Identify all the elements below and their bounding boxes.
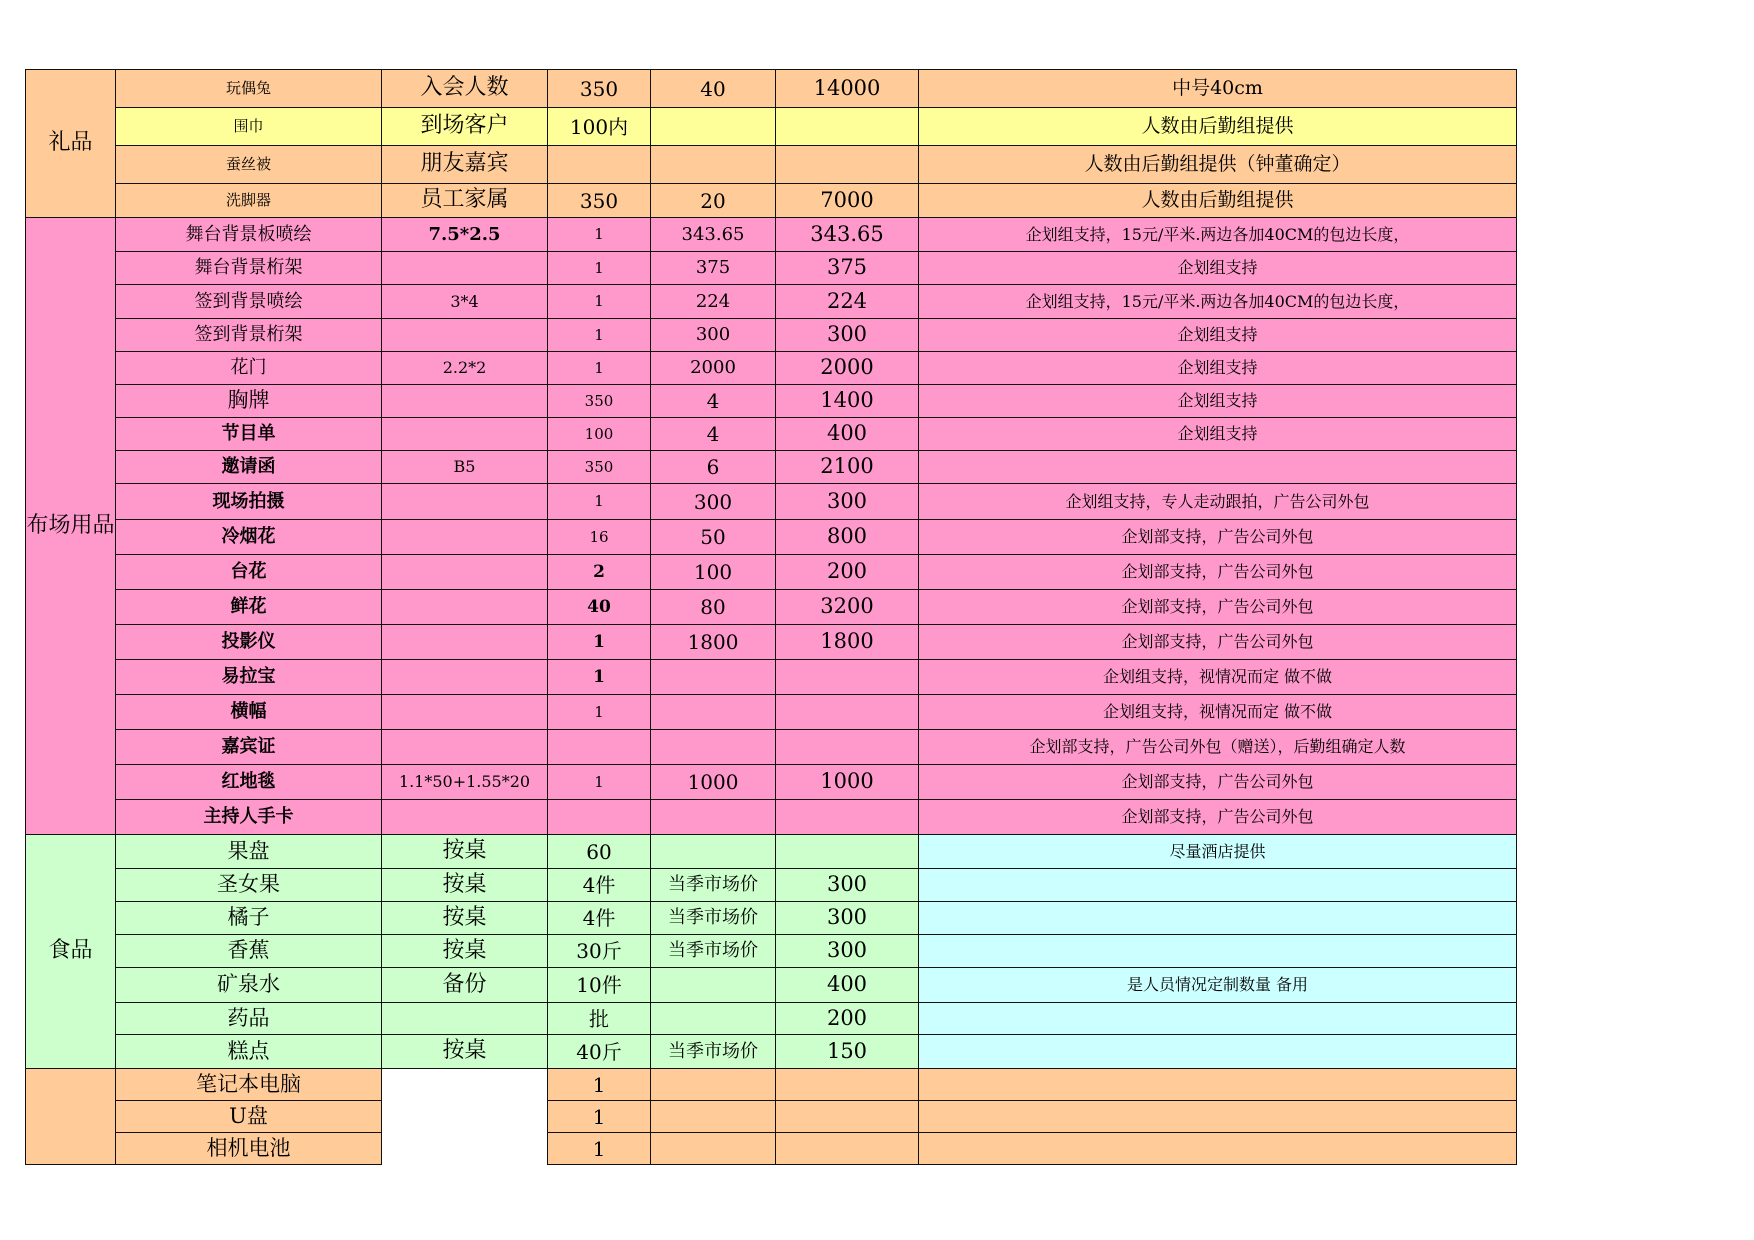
total-cell[interactable]: 800 bbox=[776, 520, 919, 555]
spec-cell[interactable]: 按桌 bbox=[382, 1035, 548, 1069]
table-row bbox=[26, 835, 1517, 869]
item-cell[interactable]: 舞台背景板喷绘 bbox=[116, 218, 382, 252]
note-cell[interactable]: 企划组支持，15元/平米.两边各加40CM的包边长度， bbox=[919, 285, 1517, 319]
price-cell[interactable] bbox=[651, 695, 776, 730]
total-cell[interactable] bbox=[776, 835, 919, 869]
price-cell[interactable]: 40 bbox=[651, 70, 776, 108]
total-cell[interactable]: 300 bbox=[776, 902, 919, 935]
price-cell[interactable]: 当季市场价 bbox=[651, 1035, 776, 1069]
total-cell[interactable]: 2100 bbox=[776, 451, 919, 484]
spec-cell[interactable]: 按桌 bbox=[382, 935, 548, 968]
note-cell[interactable] bbox=[919, 451, 1517, 484]
spec-cell[interactable] bbox=[382, 625, 548, 660]
price-cell[interactable] bbox=[651, 800, 776, 835]
price-cell[interactable]: 1000 bbox=[651, 765, 776, 800]
total-cell[interactable] bbox=[776, 660, 919, 695]
total-cell[interactable]: 343.65 bbox=[776, 218, 919, 252]
total-cell[interactable] bbox=[776, 800, 919, 835]
table-row bbox=[26, 730, 1517, 765]
qty-cell[interactable]: 40斤 bbox=[548, 1035, 651, 1069]
item-cell[interactable]: 投影仪 bbox=[116, 625, 382, 660]
total-cell[interactable]: 1400 bbox=[776, 385, 919, 418]
total-cell[interactable] bbox=[776, 1069, 919, 1101]
note-cell[interactable]: 企划组支持，15元/平米.两边各加40CM的包边长度， bbox=[919, 218, 1517, 252]
table-row bbox=[26, 146, 1517, 184]
table-row bbox=[26, 1035, 1517, 1069]
table-row bbox=[26, 108, 1517, 146]
price-cell[interactable]: 300 bbox=[651, 484, 776, 520]
item-cell[interactable]: 节目单 bbox=[116, 418, 382, 451]
spec-cell[interactable] bbox=[382, 1003, 548, 1035]
qty-cell[interactable] bbox=[548, 146, 651, 184]
spec-cell[interactable]: 7.5*2.5 bbox=[382, 218, 548, 252]
total-cell[interactable]: 14000 bbox=[776, 70, 919, 108]
total-cell[interactable]: 3200 bbox=[776, 590, 919, 625]
price-cell[interactable]: 当季市场价 bbox=[651, 869, 776, 902]
table-row bbox=[26, 555, 1517, 590]
price-cell[interactable]: 224 bbox=[651, 285, 776, 319]
price-cell[interactable] bbox=[651, 108, 776, 146]
note-cell[interactable]: 企划组支持，视情况而定 做不做 bbox=[919, 660, 1517, 695]
spec-cell[interactable]: 3*4 bbox=[382, 285, 548, 319]
table-row bbox=[26, 1133, 1517, 1165]
price-cell[interactable] bbox=[651, 968, 776, 1003]
item-cell[interactable]: 嘉宾证 bbox=[116, 730, 382, 765]
price-cell[interactable] bbox=[651, 1069, 776, 1101]
table-row bbox=[26, 70, 1517, 108]
total-cell[interactable]: 400 bbox=[776, 968, 919, 1003]
category-gifts: 礼品 bbox=[26, 70, 116, 218]
total-cell[interactable] bbox=[776, 146, 919, 184]
spec-cell[interactable] bbox=[382, 660, 548, 695]
item-cell[interactable]: 冷烟花 bbox=[116, 520, 382, 555]
item-cell[interactable]: 相机电池 bbox=[116, 1133, 382, 1165]
table-row bbox=[26, 520, 1517, 555]
price-cell[interactable] bbox=[651, 1003, 776, 1035]
spec-cell[interactable]: 1.1*50+1.55*20 bbox=[382, 765, 548, 800]
table-row bbox=[26, 1101, 1517, 1133]
item-cell[interactable]: 圣女果 bbox=[116, 869, 382, 902]
price-cell[interactable]: 6 bbox=[651, 451, 776, 484]
price-cell[interactable]: 当季市场价 bbox=[651, 902, 776, 935]
note-cell[interactable]: 企划组支持，视情况而定 做不做 bbox=[919, 695, 1517, 730]
note-cell[interactable] bbox=[919, 1069, 1517, 1101]
note-cell[interactable]: 人数由后勤组提供 bbox=[919, 184, 1517, 218]
table-row bbox=[26, 451, 1517, 484]
qty-cell[interactable]: 16 bbox=[548, 520, 651, 555]
item-cell[interactable]: 糕点 bbox=[116, 1035, 382, 1069]
total-cell[interactable]: 1800 bbox=[776, 625, 919, 660]
table-row bbox=[26, 285, 1517, 319]
event-budget-table bbox=[25, 69, 1517, 1165]
note-cell[interactable] bbox=[919, 1101, 1517, 1133]
total-cell[interactable] bbox=[776, 695, 919, 730]
price-cell[interactable]: 2000 bbox=[651, 352, 776, 385]
total-cell[interactable]: 200 bbox=[776, 555, 919, 590]
note-cell[interactable]: 企划部支持，广告公司外包 bbox=[919, 800, 1517, 835]
price-cell[interactable]: 1800 bbox=[651, 625, 776, 660]
spec-cell[interactable]: 按桌 bbox=[382, 835, 548, 869]
qty-cell[interactable]: 1 bbox=[548, 625, 651, 660]
total-cell[interactable]: 1000 bbox=[776, 765, 919, 800]
qty-cell[interactable]: 1 bbox=[548, 285, 651, 319]
total-cell[interactable]: 2000 bbox=[776, 352, 919, 385]
item-cell[interactable]: 红地毯 bbox=[116, 765, 382, 800]
total-cell[interactable]: 300 bbox=[776, 319, 919, 352]
qty-cell[interactable]: 4件 bbox=[548, 902, 651, 935]
price-cell[interactable]: 4 bbox=[651, 418, 776, 451]
note-cell[interactable] bbox=[919, 869, 1517, 902]
qty-cell[interactable]: 2 bbox=[548, 555, 651, 590]
item-cell[interactable]: 花门 bbox=[116, 352, 382, 385]
item-cell[interactable]: 签到背景桁架 bbox=[116, 319, 382, 352]
note-cell[interactable] bbox=[919, 935, 1517, 968]
qty-cell[interactable]: 1 bbox=[548, 319, 651, 352]
total-cell[interactable] bbox=[776, 108, 919, 146]
table-row bbox=[26, 695, 1517, 730]
category-venue: 布场用品 bbox=[26, 218, 116, 835]
table-row bbox=[26, 625, 1517, 660]
item-cell[interactable]: 围巾 bbox=[116, 108, 382, 146]
category-equipment bbox=[26, 1069, 116, 1165]
spec-cell[interactable]: 朋友嘉宾 bbox=[382, 146, 548, 184]
qty-cell[interactable]: 1 bbox=[548, 352, 651, 385]
qty-cell[interactable]: 1 bbox=[548, 484, 651, 520]
spec-cell[interactable]: 2.2*2 bbox=[382, 352, 548, 385]
qty-cell[interactable]: 30斤 bbox=[548, 935, 651, 968]
note-cell[interactable]: 人数由后勤组提供 bbox=[919, 108, 1517, 146]
price-cell[interactable]: 375 bbox=[651, 252, 776, 285]
qty-cell[interactable]: 100内 bbox=[548, 108, 651, 146]
total-cell[interactable] bbox=[776, 1133, 919, 1165]
qty-cell[interactable]: 1 bbox=[548, 1133, 651, 1165]
total-cell[interactable]: 375 bbox=[776, 252, 919, 285]
table-row bbox=[26, 252, 1517, 285]
spec-cell[interactable]: 入会人数 bbox=[382, 70, 548, 108]
total-cell[interactable]: 300 bbox=[776, 484, 919, 520]
total-cell[interactable]: 7000 bbox=[776, 184, 919, 218]
qty-cell[interactable] bbox=[548, 800, 651, 835]
qty-cell[interactable]: 40 bbox=[548, 590, 651, 625]
price-cell[interactable]: 20 bbox=[651, 184, 776, 218]
table-row bbox=[26, 1069, 1517, 1101]
qty-cell[interactable]: 1 bbox=[548, 1069, 651, 1101]
note-cell[interactable] bbox=[919, 1133, 1517, 1165]
spec-cell[interactable]: 员工家属 bbox=[382, 184, 548, 218]
item-cell[interactable]: 邀请函 bbox=[116, 451, 382, 484]
note-cell[interactable]: 企划组支持，专人走动跟拍，广告公司外包 bbox=[919, 484, 1517, 520]
total-cell[interactable]: 300 bbox=[776, 869, 919, 902]
table-row bbox=[26, 935, 1517, 968]
table-row bbox=[26, 484, 1517, 520]
spec-cell[interactable] bbox=[382, 385, 548, 418]
item-cell[interactable]: 橘子 bbox=[116, 902, 382, 935]
spec-cell[interactable] bbox=[382, 520, 548, 555]
note-cell[interactable]: 企划组支持 bbox=[919, 252, 1517, 285]
spec-cell[interactable] bbox=[382, 418, 548, 451]
spec-cell[interactable]: 按桌 bbox=[382, 869, 548, 902]
note-cell[interactable]: 企划组支持 bbox=[919, 319, 1517, 352]
note-cell[interactable]: 企划组支持 bbox=[919, 418, 1517, 451]
qty-cell[interactable]: 10件 bbox=[548, 968, 651, 1003]
table-row bbox=[26, 385, 1517, 418]
item-cell[interactable]: 香蕉 bbox=[116, 935, 382, 968]
table-row bbox=[26, 352, 1517, 385]
price-cell[interactable]: 当季市场价 bbox=[651, 935, 776, 968]
spec-cell[interactable] bbox=[382, 319, 548, 352]
item-cell[interactable]: 易拉宝 bbox=[116, 660, 382, 695]
table-row bbox=[26, 218, 1517, 252]
note-cell[interactable]: 企划部支持，广告公司外包（赠送），后勤组确定人数 bbox=[919, 730, 1517, 765]
price-cell[interactable] bbox=[651, 1133, 776, 1165]
qty-cell[interactable]: 1 bbox=[548, 1101, 651, 1133]
item-cell[interactable]: 主持人手卡 bbox=[116, 800, 382, 835]
price-cell[interactable]: 343.65 bbox=[651, 218, 776, 252]
price-cell[interactable]: 4 bbox=[651, 385, 776, 418]
note-cell[interactable]: 企划部支持，广告公司外包 bbox=[919, 590, 1517, 625]
table-row bbox=[26, 800, 1517, 835]
item-cell[interactable]: 鲜花 bbox=[116, 590, 382, 625]
price-cell[interactable]: 100 bbox=[651, 555, 776, 590]
note-cell[interactable] bbox=[919, 1003, 1517, 1035]
budget-table-container bbox=[25, 69, 1517, 1165]
qty-cell[interactable]: 1 bbox=[548, 660, 651, 695]
spec-cell[interactable] bbox=[382, 730, 548, 765]
item-cell[interactable]: 台花 bbox=[116, 555, 382, 590]
total-cell[interactable] bbox=[776, 1101, 919, 1133]
price-cell[interactable]: 80 bbox=[651, 590, 776, 625]
qty-cell[interactable]: 1 bbox=[548, 695, 651, 730]
table-row bbox=[26, 968, 1517, 1003]
spec-cell[interactable] bbox=[382, 590, 548, 625]
spec-cell-blank[interactable] bbox=[382, 1069, 548, 1165]
item-cell[interactable]: 舞台背景桁架 bbox=[116, 252, 382, 285]
qty-cell[interactable]: 4件 bbox=[548, 869, 651, 902]
table-row bbox=[26, 1003, 1517, 1035]
qty-cell[interactable]: 100 bbox=[548, 418, 651, 451]
note-cell[interactable] bbox=[919, 902, 1517, 935]
table-row bbox=[26, 590, 1517, 625]
spec-cell[interactable]: 按桌 bbox=[382, 902, 548, 935]
note-cell[interactable]: 企划部支持，广告公司外包 bbox=[919, 520, 1517, 555]
qty-cell[interactable] bbox=[548, 730, 651, 765]
item-cell[interactable]: 药品 bbox=[116, 1003, 382, 1035]
spec-cell[interactable] bbox=[382, 695, 548, 730]
total-cell[interactable]: 224 bbox=[776, 285, 919, 319]
qty-cell[interactable]: 1 bbox=[548, 218, 651, 252]
spec-cell[interactable] bbox=[382, 252, 548, 285]
price-cell[interactable] bbox=[651, 835, 776, 869]
item-cell[interactable]: U盘 bbox=[116, 1101, 382, 1133]
price-cell[interactable] bbox=[651, 146, 776, 184]
note-cell[interactable]: 企划组支持 bbox=[919, 352, 1517, 385]
qty-cell[interactable]: 350 bbox=[548, 184, 651, 218]
note-cell[interactable]: 企划组支持 bbox=[919, 385, 1517, 418]
note-cell[interactable]: 尽量酒店提供 bbox=[919, 835, 1517, 869]
spec-cell[interactable]: B5 bbox=[382, 451, 548, 484]
spec-cell[interactable] bbox=[382, 800, 548, 835]
table-row bbox=[26, 765, 1517, 800]
total-cell[interactable]: 400 bbox=[776, 418, 919, 451]
spec-cell[interactable] bbox=[382, 484, 548, 520]
spec-cell[interactable]: 备份 bbox=[382, 968, 548, 1003]
price-cell[interactable]: 50 bbox=[651, 520, 776, 555]
price-cell[interactable]: 300 bbox=[651, 319, 776, 352]
qty-cell[interactable]: 350 bbox=[548, 70, 651, 108]
item-cell[interactable]: 果盘 bbox=[116, 835, 382, 869]
qty-cell[interactable]: 1 bbox=[548, 252, 651, 285]
note-cell[interactable]: 企划部支持，广告公司外包 bbox=[919, 625, 1517, 660]
price-cell[interactable] bbox=[651, 1101, 776, 1133]
total-cell[interactable] bbox=[776, 730, 919, 765]
qty-cell[interactable]: 350 bbox=[548, 385, 651, 418]
item-cell[interactable]: 蚕丝被 bbox=[116, 146, 382, 184]
note-cell[interactable]: 企划部支持，广告公司外包 bbox=[919, 555, 1517, 590]
table-row bbox=[26, 869, 1517, 902]
item-cell[interactable]: 胸牌 bbox=[116, 385, 382, 418]
table-row bbox=[26, 184, 1517, 218]
category-food: 食品 bbox=[26, 835, 116, 1069]
price-cell[interactable] bbox=[651, 660, 776, 695]
item-cell[interactable]: 玩偶兔 bbox=[116, 70, 382, 108]
qty-cell[interactable]: 60 bbox=[548, 835, 651, 869]
note-cell[interactable] bbox=[919, 1035, 1517, 1069]
total-cell[interactable]: 300 bbox=[776, 935, 919, 968]
spec-cell[interactable] bbox=[382, 555, 548, 590]
note-cell[interactable]: 中号40cm bbox=[919, 70, 1517, 108]
table-row bbox=[26, 902, 1517, 935]
table-row bbox=[26, 418, 1517, 451]
item-cell[interactable]: 现场拍摄 bbox=[116, 484, 382, 520]
table-row bbox=[26, 660, 1517, 695]
qty-cell[interactable]: 350 bbox=[548, 451, 651, 484]
price-cell[interactable] bbox=[651, 730, 776, 765]
qty-cell[interactable]: 1 bbox=[548, 765, 651, 800]
table-row bbox=[26, 319, 1517, 352]
qty-cell[interactable]: 批 bbox=[548, 1003, 651, 1035]
item-cell[interactable]: 矿泉水 bbox=[116, 968, 382, 1003]
item-cell[interactable]: 洗脚器 bbox=[116, 184, 382, 218]
note-cell[interactable]: 企划部支持，广告公司外包 bbox=[919, 765, 1517, 800]
item-cell[interactable]: 笔记本电脑 bbox=[116, 1069, 382, 1101]
total-cell[interactable]: 150 bbox=[776, 1035, 919, 1069]
note-cell[interactable]: 是人员情况定制数量 备用 bbox=[919, 968, 1517, 1003]
spec-cell[interactable]: 到场客户 bbox=[382, 108, 548, 146]
item-cell[interactable]: 签到背景喷绘 bbox=[116, 285, 382, 319]
note-cell[interactable]: 人数由后勤组提供（钟董确定） bbox=[919, 146, 1517, 184]
total-cell[interactable]: 200 bbox=[776, 1003, 919, 1035]
item-cell[interactable]: 横幅 bbox=[116, 695, 382, 730]
